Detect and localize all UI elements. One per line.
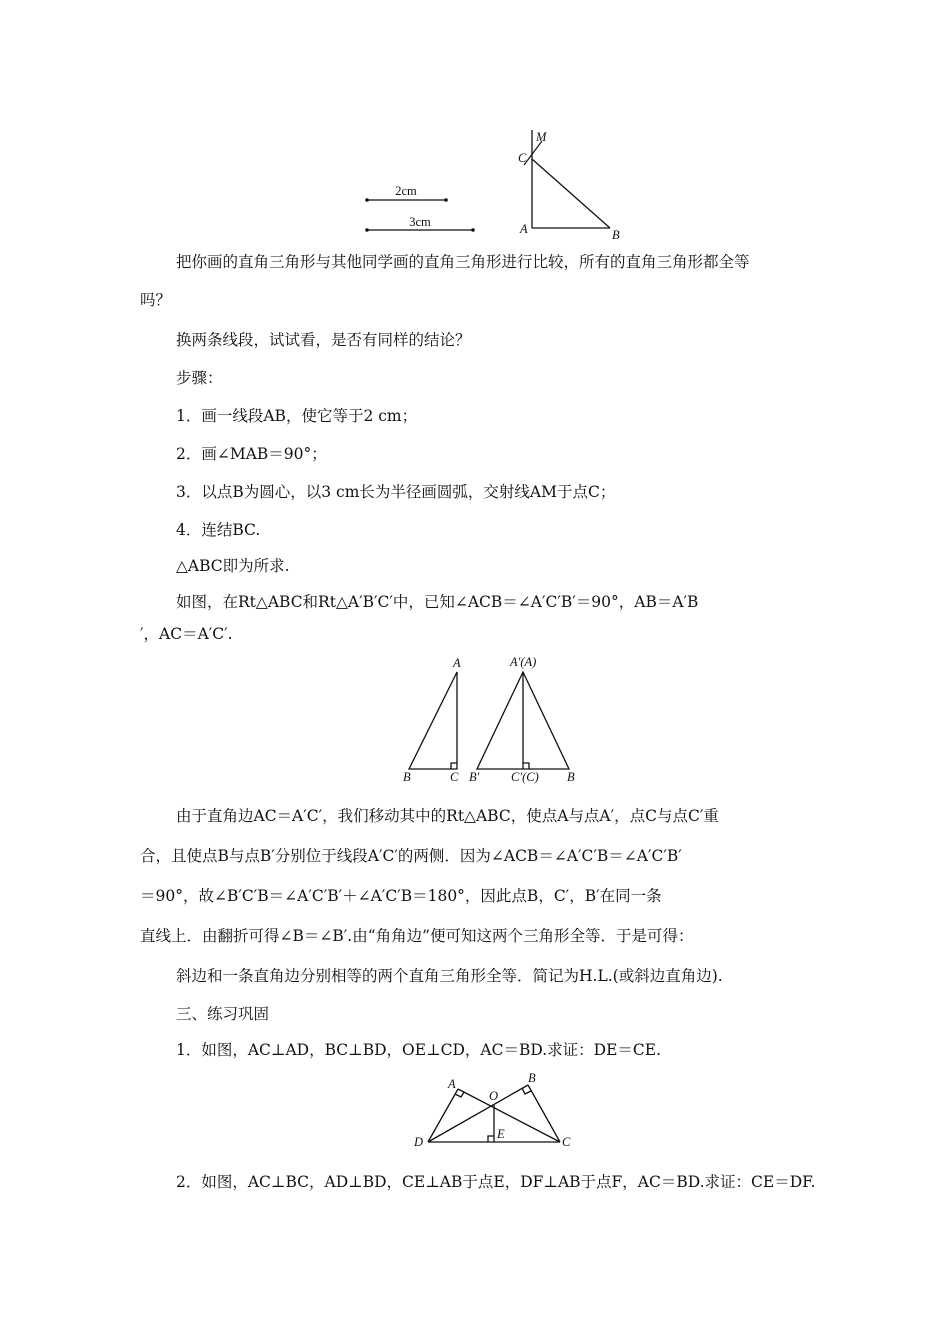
ex-label-d: D [414, 1135, 424, 1149]
segment-2cm-label: 2cm [395, 184, 417, 198]
exercise-1: 1．如图，AC⊥AD，BC⊥BD，OE⊥CD，AC＝BD.求证：DE＝CE. [176, 1041, 662, 1059]
side-db [428, 1085, 528, 1142]
step-3: 3．以点B为圆心，以3 cm长为半径画圆弧，交射线AM于点C； [176, 483, 616, 501]
right-angle-e [488, 1136, 494, 1142]
paragraph-compare: 把你画的直角三角形与其他同学画的直角三角形进行比较，所有的直角三角形都全等 [176, 253, 750, 271]
label-b: B [612, 228, 620, 242]
paragraph-try: 换两条线段，试试看，是否有同样的结论？ [176, 331, 471, 349]
paragraph-given: 如图，在Rt△ABC和Rt△A′B′C′中，已知∠ACB＝∠A′C′B′＝90°，AB＝A′B [176, 593, 699, 611]
section-heading-practice: 三、练习巩固 [176, 1005, 270, 1023]
side-bc [532, 159, 610, 228]
label-m: M [536, 130, 547, 144]
paragraph-proof-2: 合，且使点B与点B′分别位于线段A′C′的两侧．因为∠ACB＝∠A′C′B＝∠A′C′B′ [140, 847, 682, 865]
congruent-triangles-figure [395, 652, 595, 787]
paragraph-given-cont: ′，AC＝A′C′. [140, 625, 233, 643]
right-label-a: A′(A) [510, 655, 537, 669]
paragraph-result: △ABC即为所求. [176, 557, 290, 575]
right-label-b: B [567, 770, 575, 784]
ex-label-o: O [489, 1089, 499, 1103]
left-label-a: A [453, 656, 461, 670]
step-1: 1．画一线段AB，使它等于2 cm； [176, 407, 418, 425]
ex-label-c: C [562, 1135, 571, 1149]
step-4: 4．连结BC. [176, 521, 261, 539]
right-label-b-prime: B′ [469, 770, 480, 784]
left-label-b: B [403, 770, 411, 784]
label-a: A [520, 222, 528, 236]
right-angle-mark-left [451, 763, 457, 769]
right-angle-mark-right [523, 763, 529, 769]
ex-label-b: B [528, 1071, 536, 1085]
paragraph-proof-4: 直线上．由翻折可得∠B＝∠B′.由“角角边”便可知这两个三角形全等．于是可得： [140, 927, 694, 945]
paragraph-hl-theorem: 斜边和一条直角边分别相等的两个直角三角形全等．简记为H.L.(或斜边直角边). [176, 967, 723, 985]
left-label-c: C [450, 770, 459, 784]
paragraph-compare-cont: 吗？ [140, 291, 172, 309]
arc-mark [524, 141, 542, 165]
segment-3cm-label: 3cm [409, 215, 431, 229]
step-2: 2．画∠MAB＝90°； [176, 445, 327, 463]
paragraph-steps-heading: 步骤： [176, 369, 223, 387]
exercise-2: 2．如图，AC⊥BC，AD⊥BD，CE⊥AB于点E，DF⊥AB于点F，AC＝BD.求证：CE＝DF. [176, 1173, 816, 1191]
paragraph-proof-3: ＝90°，故∠B′C′B＝∠A′C′B′＋∠A′C′B＝180°，因此点B，C′，B′在同一条 [140, 887, 662, 905]
ex-label-a: A [448, 1077, 456, 1091]
construction-figure [350, 125, 640, 250]
label-c: C [518, 151, 527, 165]
exercise-1-figure [408, 1070, 583, 1150]
ex-label-e: E [497, 1127, 505, 1141]
paragraph-proof-1: 由于直角边AC＝A′C′，我们移动其中的Rt△ABC，使点A与点A′，点C与点C′重 [176, 807, 719, 825]
right-label-c: C′(C) [511, 770, 539, 784]
triangle-abc [409, 672, 457, 769]
